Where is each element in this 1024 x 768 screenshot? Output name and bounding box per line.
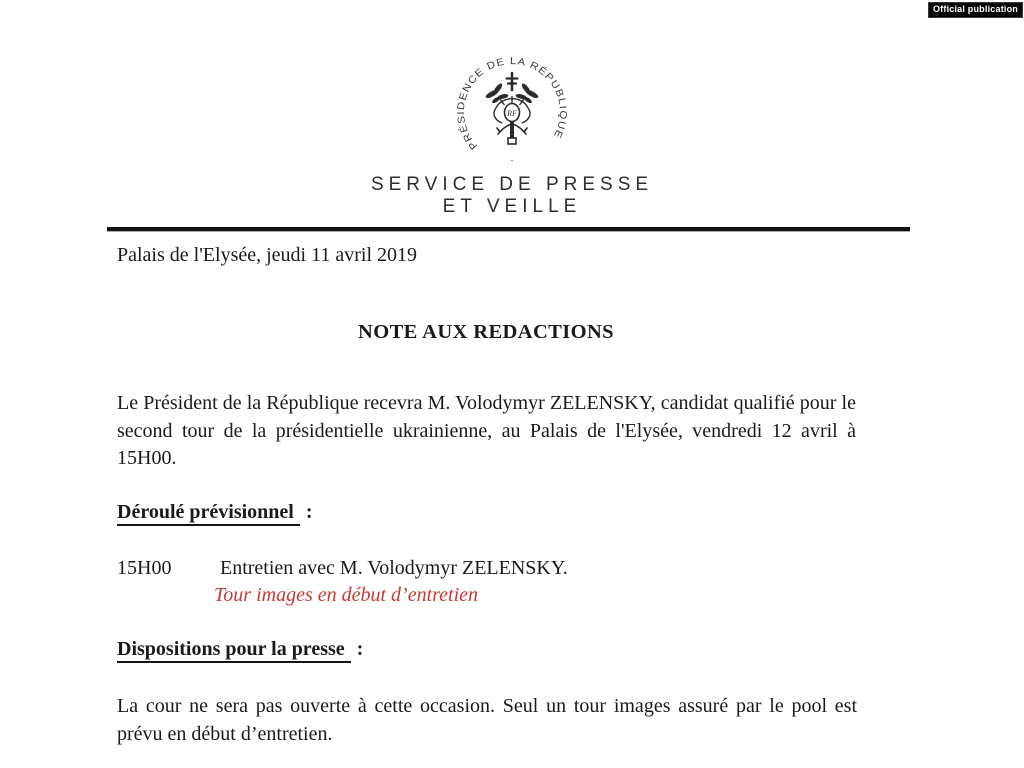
schedule-heading-label: Déroulé prévisionnel <box>117 501 300 526</box>
press-paragraph: La cour ne sera pas ouverte à cette occasion. Seul un tour images assuré par le pool est prévu en début d’entretien. <box>117 695 857 745</box>
schedule-entry <box>117 556 857 580</box>
service-name-line1: SERVICE DE PRESSE <box>370 174 654 195</box>
presidence-seal-icon <box>452 52 572 174</box>
schedule-time: 15H00 <box>117 557 172 579</box>
fasces-emblem-icon <box>485 73 540 144</box>
schedule-note-red: Tour images en début d’entretien <box>214 584 479 606</box>
page-title: NOTE AUX REDACTIONS <box>358 321 614 343</box>
seal-monogram: RF <box>507 109 517 118</box>
press-heading-colon: : <box>356 638 364 660</box>
official-publication-badge: Official publication <box>928 2 1023 18</box>
press-heading-label: Dispositions pour la presse <box>117 638 351 663</box>
letterhead <box>0 52 1024 218</box>
intro-paragraph: Le Président de la République recevra M. Volodymyr ZELENSKY, candidat qualifié pour le second tour de la présidentielle ukrainienne, au Palais de l'Elysée, vendredi 12 avril à 15H00. <box>117 392 856 469</box>
schedule-section-heading <box>117 501 313 524</box>
press-section-heading <box>117 638 363 661</box>
dateline: Palais de l'Elysée, jeudi 11 avril 2019 <box>117 244 418 266</box>
seal-bottom-dot: · <box>510 153 514 167</box>
schedule-event: Entretien avec M. Volodymyr ZELENSKY. <box>220 557 568 579</box>
service-name-line2: ET VEILLE <box>442 196 582 217</box>
header-divider-rule <box>107 227 910 231</box>
schedule-heading-colon: : <box>305 501 313 523</box>
seal-ring-text: PRÉSIDENCE DE LA RÉPUBLIQUE <box>455 56 569 152</box>
